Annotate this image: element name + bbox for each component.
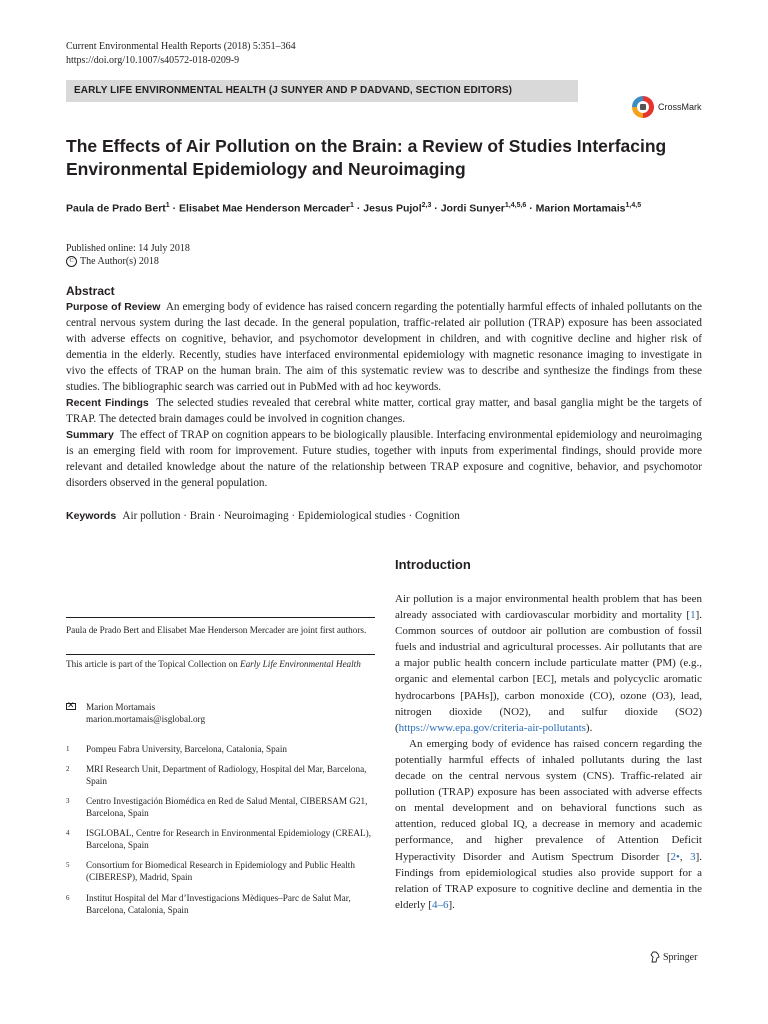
affiliation-item [66, 763, 378, 787]
copyright-line [66, 255, 190, 268]
copyright-text: The Author(s) 2018 [80, 256, 159, 267]
abstract-summary [66, 427, 702, 491]
affiliation-text: Institut Hospital del Mar d’Investigacions Mèdiques–Parc de Salut Mar, Barcelona, Catalonia, Spain [86, 893, 351, 916]
intro-text: ]. Findings from epidemiological studies also provide support for a relation of TRAP exposure to cognitive decline and dementia in the elderly [ [395, 850, 702, 911]
topical-collection-note [66, 658, 378, 670]
affiliation-number: 1 [66, 745, 70, 753]
topical-collection-name[interactable]: Early Life Environmental Health [239, 659, 361, 669]
author-affiliation-sup: 2,3 [421, 202, 432, 209]
citation-link[interactable]: 2• [670, 850, 680, 863]
author-list: Paula de Prado Bert$^1$ · Elisabet Mae Henderson Mercader$^1$ · Jesus Pujol$^{2,3}$ · Jordi Sunyer$^{1,4,5,6}$ · Marion Mortamais$^{1,4,5}$ [66, 202, 642, 215]
introduction-heading: Introduction [395, 557, 471, 572]
envelope-icon [66, 703, 76, 710]
author-affiliation-sup: 1 [165, 202, 170, 209]
contact-name: Marion Mortamais [86, 702, 156, 712]
abstract-findings [66, 395, 702, 427]
keywords-label: Keywords [66, 510, 117, 522]
affiliation-item [66, 827, 378, 851]
citation-link[interactable]: 4–6 [431, 898, 449, 911]
intro-text: ]. Common sources of outdoor air pollution are combustion of fossil fuels and industrial and agricultural processes. Air pollutants that are a major public health concern include particulate matter (PM) (e.g., organic and elemental carbon [EC], metals and polycyclic aromatic hydrocarbons [PAHs]), carbon monoxide (CO), ozone (O3), lead, nitrogen dioxide (NO2), and sulfur dioxide (SO2) ( [395, 609, 702, 734]
purpose-text: An emerging body of evidence has raised concern regarding the potentially harmful effects of inhaled pollutants on the central nervous system during the last decade. In the general population, traffic-related air pollution (TRAP) exposure has been associated with adverse effects on cognitive, behavior, and psychomotor development in children, and with cognitive decline and higher risk of dementia in the elderly. Recently, studies have interfaced environmental epidemiology with magnetic resonance imaging to investigate in vivo the effects of TRAP on the human brain. The aim of this systematic review was to describe and synthesize the findings from these studies. The bibliographic search was carried out in PubMed with ad hoc keywords. [66, 301, 702, 393]
affiliation-item [66, 892, 378, 916]
citation-link[interactable]: 3 [690, 850, 696, 863]
summary-label: Summary [66, 429, 114, 441]
affiliation-text: Pompeu Fabra University, Barcelona, Catalonia, Spain [86, 744, 287, 754]
keywords-text: Air pollution · Brain · Neuroimaging · Epidemiological studies · Cognition [122, 510, 460, 522]
crossmark-icon [632, 96, 654, 118]
author-name[interactable]: Marion Mortamais [535, 202, 626, 215]
abstract-heading: Abstract [66, 284, 115, 298]
intro-text: Air pollution is a major environmental health problem that has been already associated with cardiovascular morbidity and mortality [ [395, 593, 702, 622]
intro-paragraph-1 [395, 591, 702, 736]
intro-text: ]. [448, 898, 455, 911]
findings-label: Recent Findings [66, 397, 149, 409]
purpose-label: Purpose of Review [66, 301, 161, 313]
publication-info [66, 242, 190, 268]
affiliation-text: Centro Investigación Biomédica en Red de Salud Mental, CIBERSAM G21, Barcelona, Spain [86, 796, 368, 819]
abstract-purpose [66, 299, 702, 395]
introduction-body [395, 591, 702, 913]
intro-text: ). [585, 721, 593, 734]
publisher-name: Springer [663, 951, 698, 963]
epa-link[interactable]: https://www.epa.gov/criteria-air-pollutants [398, 721, 586, 734]
author-name[interactable]: Elisabet Mae Henderson Mercader [179, 202, 351, 215]
affiliation-number: 2 [66, 765, 70, 773]
intro-text: An emerging body of evidence has raised concern regarding the potentially harmful effects of inhaled pollutants during the last decade on the central nervous system (CNS). Traffic-related air pollution (TRAP) exposure has been associated with adverse effects on mental development and on behavioral functions such as attention, reduced global IQ, a decrease in memory and academic performance, and higher prevalence of Attention Deficit Hyperactivity Disorder and Autism Spectrum Disorder [ [395, 737, 702, 863]
abstract-body [66, 299, 702, 491]
crossmark-label: CrossMark [658, 102, 702, 112]
footnote-divider [66, 617, 375, 618]
joint-authors-note: Paula de Prado Bert and Elisabet Mae Henderson Mercader are joint first authors. [66, 625, 367, 635]
journal-citation: Current Environmental Health Reports (2018) 5:351–364 [66, 41, 296, 52]
intro-paragraph-2 [395, 736, 702, 913]
citation-link[interactable]: 1 [690, 609, 696, 622]
springer-horse-icon [650, 951, 660, 963]
affiliation-number: 5 [66, 861, 70, 869]
intro-text: , [679, 850, 691, 863]
published-date: Published online: 14 July 2018 [66, 243, 190, 254]
topical-prefix: This article is part of the Topical Collection on [66, 659, 240, 669]
affiliation-text: Consortium for Biomedical Research in Epidemiology and Public Health (CIBERESP), Madrid, Spain [86, 860, 355, 883]
affiliation-number: 3 [66, 797, 70, 805]
crossmark-badge[interactable] [632, 94, 702, 120]
section-banner: EARLY LIFE ENVIRONMENTAL HEALTH (J SUNYER AND P DADVAND, SECTION EDITORS) [66, 80, 578, 102]
affiliation-item [66, 795, 378, 819]
affiliation-text: MRI Research Unit, Department of Radiology, Hospital del Mar, Barcelona, Spain [86, 764, 367, 787]
affiliation-number: 4 [66, 829, 70, 837]
journal-header [66, 40, 296, 68]
creative-commons-icon: C [66, 256, 77, 267]
publisher-logo [650, 951, 697, 963]
findings-text: The selected studies revealed that cerebral white matter, cortical gray matter, and basal ganglia might be the targets of TRAP. The detected brain damages could be involved in cognition changes. [66, 397, 702, 425]
affiliation-text: ISGLOBAL, Centre for Research in Environmental Epidemiology (CREAL), Barcelona, Spain [86, 828, 372, 851]
author-affiliation-sup: 1 [350, 202, 354, 209]
article-title: The Effects of Air Pollution on the Brain: a Review of Studies Interfacing Environmental Epidemiology and Neuroimaging [66, 136, 667, 179]
affiliation-item [66, 743, 378, 755]
doi-link[interactable]: https://doi.org/10.1007/s40572-018-0209-9 [66, 55, 240, 66]
affiliation-number: 6 [66, 894, 70, 902]
affiliation-item [66, 859, 378, 883]
corresponding-author [66, 701, 205, 725]
author-name[interactable]: Jordi Sunyer [440, 202, 505, 215]
summary-text: The effect of TRAP on cognition appears to be biologically plausible. Interfacing environmental epidemiology and neuroimaging is an emerging field with room for improvement. Future studies, together with inputs from experimental findings, should provide more relevant and detailed knowledge about the nature of the relationship between TRAP exposure and cognitive, behavior, and psychomotor disorders observed in the general population. [66, 429, 702, 489]
author-name[interactable]: Paula de Prado Bert [66, 202, 166, 215]
author-name[interactable]: Jesus Pujol [363, 202, 422, 215]
footnote-divider [66, 654, 375, 655]
author-affiliation-sup: 1,4,5,6 [504, 202, 527, 209]
author-affiliation-sup: 1,4,5 [625, 202, 642, 209]
contact-email[interactable]: marion.mortamais@isglobal.org [86, 714, 206, 725]
keywords [66, 510, 460, 522]
